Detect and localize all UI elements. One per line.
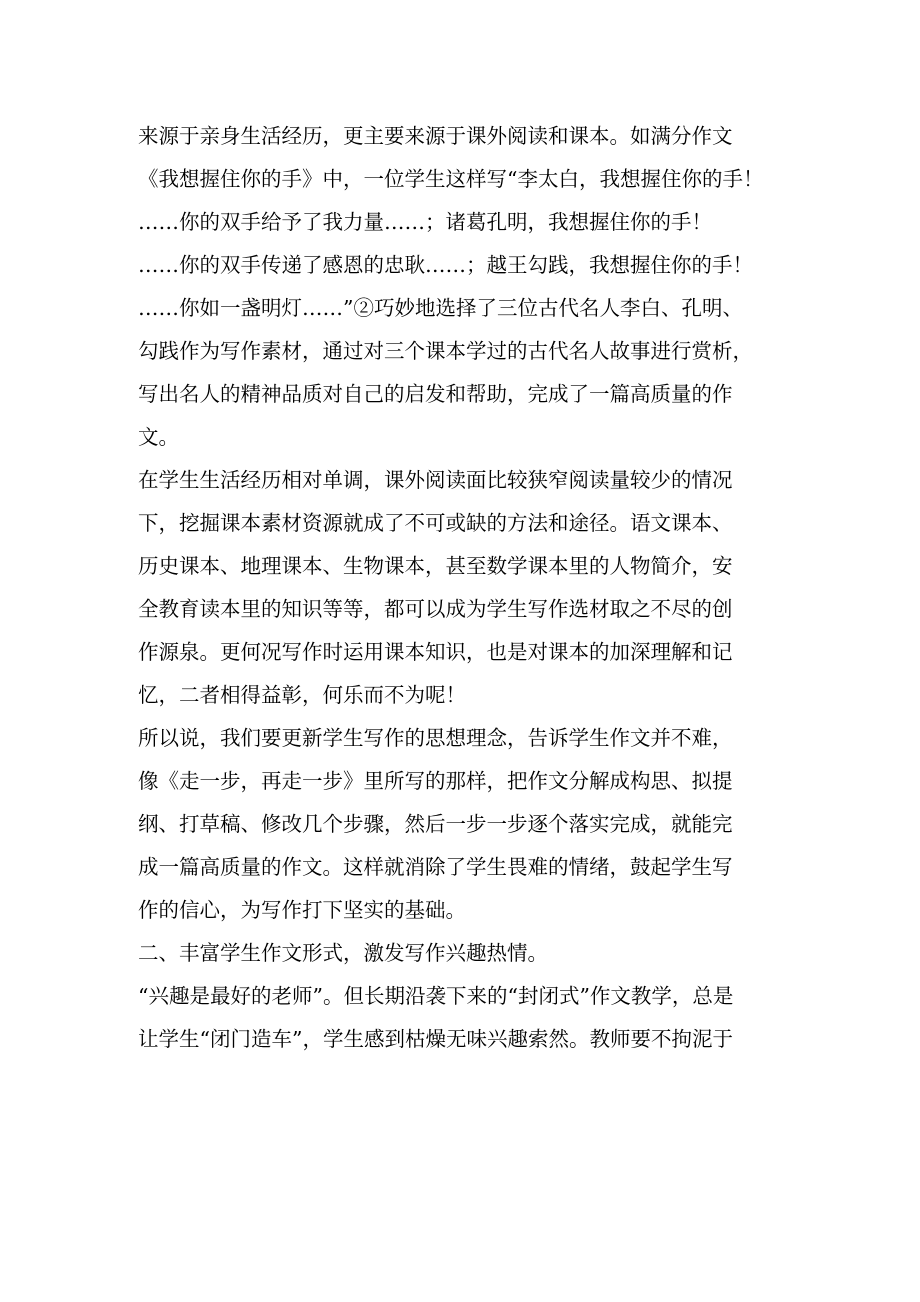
text-line: “兴趣是最好的老师”。但长期沿袭下来的“封闭式”作文教学，总是 [138, 984, 734, 1008]
text-line: 作的信心，为写作打下坚实的基础。 [138, 898, 466, 922]
text-line: ……你的双手给予了我力量……；诸葛孔明，我想握住你的手！ [138, 210, 712, 234]
text-line: 勾践作为写作素材，通过对三个课本学过的古代名人故事进行赏析， [138, 339, 753, 363]
text-line: 文。 [138, 425, 179, 449]
text-line: 写出名人的精神品质对自己的启发和帮助，完成了一篇高质量的作 [138, 382, 733, 406]
text-line: 全教育读本里的知识等等，都可以成为学生写作选材取之不尽的创 [138, 597, 733, 621]
text-line: 《我想握住你的手》中，一位学生这样写“李太白，我想握住你的手！ [138, 167, 764, 191]
text-line: 在学生生活经历相对单调，课外阅读面比较狭窄阅读量较少的情况 [138, 468, 733, 492]
text-line: ……你如一盏明灯……”②巧妙地选择了三位古代名人李白、孔明、 [138, 296, 743, 320]
text-line: 作源泉。更何况写作时运用课本知识，也是对课本的加深理解和记 [138, 640, 733, 664]
text-line: 像《走一步，再走一步》里所写的那样，把作文分解成构思、拟提 [138, 769, 733, 793]
document-body [138, 115, 798, 1061]
text-line: ……你的双手传递了感恩的忠耿……；越王勾践，我想握住你的手！ [138, 253, 753, 277]
text-line: 忆，二者相得益彰，何乐而不为呢！ [138, 683, 466, 707]
text-line: 纲、打草稿、修改几个步骤，然后一步一步逐个落实完成，就能完 [138, 812, 733, 836]
text-line: 下，挖掘课本素材资源就成了不可或缺的方法和途径。语文课本、 [138, 511, 733, 535]
text-line: 来源于亲身生活经历，更主要来源于课外阅读和课本。如满分作文 [138, 124, 733, 148]
text-line: 所以说，我们要更新学生写作的思想理念，告诉学生作文并不难， [138, 726, 733, 750]
text-line: 历史课本、地理课本、生物课本，甚至数学课本里的人物简介，安 [138, 554, 733, 578]
section-heading: 二、丰富学生作文形式，激发写作兴趣热情。 [138, 941, 548, 965]
text-line: 让学生“闭门造车”，学生感到枯燥无味兴趣索然。教师要不拘泥于 [138, 1027, 733, 1051]
text-line: 成一篇高质量的作文。这样就消除了学生畏难的情绪，鼓起学生写 [138, 855, 733, 879]
